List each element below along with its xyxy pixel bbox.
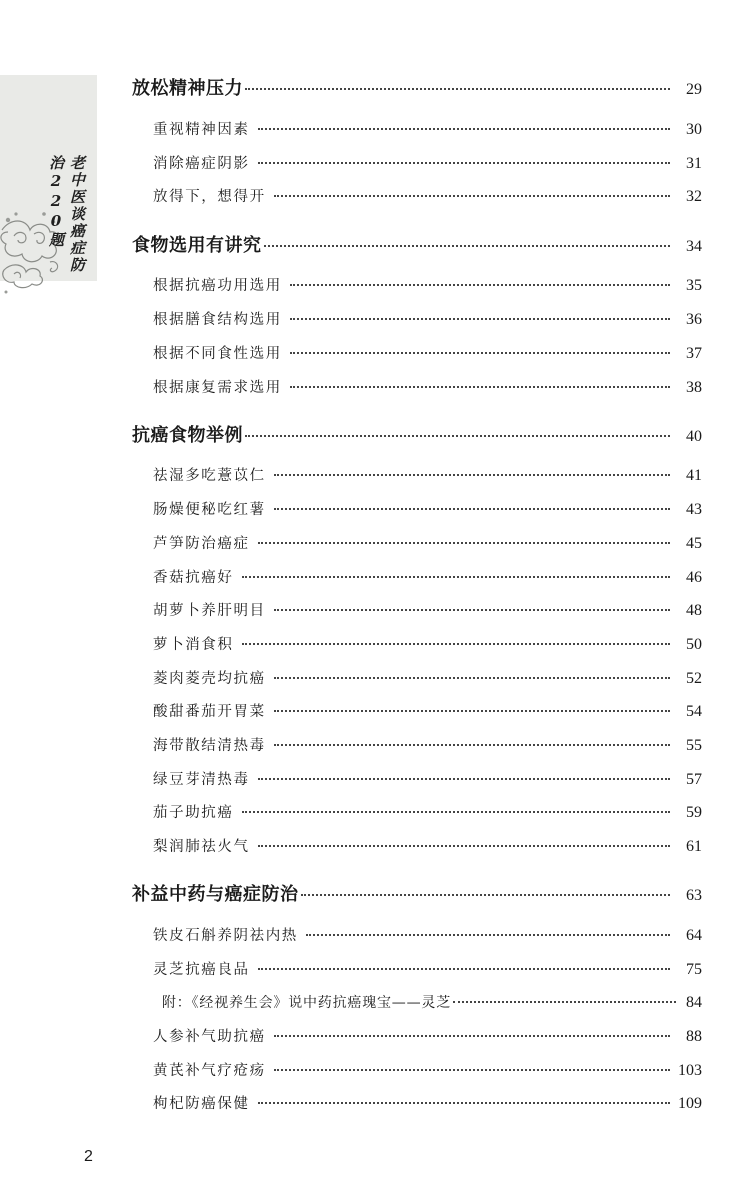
toc-title: 枸杞防癌保健 — [153, 1096, 250, 1112]
dot-leader — [258, 778, 670, 780]
toc-title: 胡萝卜养肝明目 — [153, 603, 266, 619]
dot-leader — [274, 474, 670, 476]
toc-entry[interactable] — [153, 532, 702, 553]
dot-leader — [258, 845, 670, 847]
toc-title: 抗癌食物举例 — [132, 425, 243, 446]
toc-title: 菱肉菱壳均抗癌 — [153, 671, 266, 687]
toc-page-number: 40 — [686, 428, 702, 445]
dot-leader — [274, 195, 670, 197]
toc-page-number: 75 — [686, 961, 702, 978]
toc-page-number: 57 — [686, 771, 702, 788]
toc-entry[interactable] — [153, 376, 702, 397]
toc-page-number: 48 — [686, 602, 702, 619]
toc-entry[interactable] — [153, 667, 702, 688]
toc-page-number: 63 — [686, 887, 702, 904]
toc-page-number: 46 — [686, 569, 702, 586]
toc-page-number: 52 — [686, 670, 702, 687]
toc-title: 根据康复需求选用 — [153, 380, 282, 396]
dot-leader — [453, 1001, 676, 1003]
toc-page-number: 50 — [686, 636, 702, 653]
toc-entry[interactable] — [153, 464, 702, 485]
toc-page-number: 38 — [686, 379, 702, 396]
dot-leader — [274, 710, 670, 712]
toc-page-number: 29 — [686, 81, 702, 98]
toc-title: 人参补气助抗癌 — [153, 1029, 266, 1045]
toc-title: 放得下，想得开 — [153, 189, 266, 205]
dot-leader — [258, 542, 670, 544]
toc-entry[interactable] — [153, 1025, 702, 1046]
dot-leader — [264, 245, 671, 247]
toc-title: 祛湿多吃薏苡仁 — [153, 468, 266, 484]
toc-title: 根据膳食结构选用 — [153, 312, 282, 328]
toc-title: 消除癌症阴影 — [153, 156, 250, 172]
toc-chapter[interactable] — [132, 880, 702, 906]
toc-page-number: 34 — [686, 238, 702, 255]
toc-page-number: 32 — [686, 188, 702, 205]
dot-leader — [290, 352, 670, 354]
toc-entry[interactable] — [153, 342, 702, 363]
toc-entry[interactable] — [162, 992, 702, 1012]
toc-page-number: 59 — [686, 804, 702, 821]
toc-title: 茄子助抗癌 — [153, 805, 234, 821]
toc-entry[interactable] — [153, 801, 702, 822]
toc-entry[interactable] — [153, 152, 702, 173]
toc-title: 根据抗癌功用选用 — [153, 278, 282, 294]
dot-leader — [274, 1035, 670, 1037]
dot-leader — [274, 1069, 670, 1071]
dot-leader — [242, 811, 671, 813]
dot-leader — [306, 934, 670, 936]
dot-leader — [242, 576, 671, 578]
toc-page-number: 36 — [686, 311, 702, 328]
toc-entry[interactable] — [153, 1092, 702, 1113]
toc-page-number: 35 — [686, 277, 702, 294]
toc-chapter[interactable] — [132, 74, 702, 100]
toc-entry[interactable] — [153, 734, 702, 755]
toc-entry[interactable] — [153, 958, 702, 979]
toc-page-number: 31 — [686, 155, 702, 172]
toc-title: 海带散结清热毒 — [153, 738, 266, 754]
toc-entry[interactable] — [153, 700, 702, 721]
toc-title: 香菇抗癌好 — [153, 570, 234, 586]
toc-page-number: 30 — [686, 121, 702, 138]
dot-leader — [245, 435, 670, 437]
toc-title: 灵芝抗癌良品 — [153, 962, 250, 978]
toc-entry[interactable] — [153, 633, 702, 654]
toc-page-number: 64 — [686, 927, 702, 944]
toc-page-number: 43 — [686, 501, 702, 518]
page-number: 2 — [84, 1148, 93, 1165]
toc-title: 黄芪补气疗疮疡 — [153, 1063, 266, 1079]
book-title: 老中医谈癌症防治220题 — [47, 155, 86, 274]
dot-leader — [258, 968, 670, 970]
dot-leader — [290, 386, 670, 388]
toc-chapter[interactable] — [132, 231, 702, 257]
toc-page-number: 103 — [678, 1062, 702, 1079]
toc-entry[interactable] — [153, 599, 702, 620]
toc-entry[interactable] — [153, 768, 702, 789]
dot-leader — [274, 508, 670, 510]
toc-entry[interactable] — [153, 118, 702, 139]
toc-title: 根据不同食性选用 — [153, 346, 282, 362]
toc-title: 铁皮石斛养阴祛内热 — [153, 928, 298, 944]
toc-entry[interactable] — [153, 566, 702, 587]
toc-title: 萝卜消食积 — [153, 637, 234, 653]
toc-page-number: 84 — [686, 994, 702, 1011]
toc-page-number: 45 — [686, 535, 702, 552]
toc-page-number: 61 — [686, 838, 702, 855]
toc-page-number: 109 — [678, 1095, 702, 1112]
toc-title: 梨润肺祛火气 — [153, 839, 250, 855]
toc-title: 附：《经视养生会》说中药抗癌瑰宝——灵芝 — [162, 995, 451, 1011]
toc-page-number: 55 — [686, 737, 702, 754]
dot-leader — [245, 88, 670, 90]
dot-leader — [258, 128, 670, 130]
toc-entry[interactable] — [153, 924, 702, 945]
toc-page-number: 88 — [686, 1028, 702, 1045]
toc-entry[interactable] — [153, 498, 702, 519]
dot-leader — [290, 284, 670, 286]
dot-leader — [242, 643, 671, 645]
toc-title: 补益中药与癌症防治 — [132, 884, 299, 905]
toc-title: 食物选用有讲究 — [132, 235, 262, 256]
side-tab — [0, 75, 97, 281]
toc-entry[interactable] — [153, 835, 702, 856]
dot-leader — [274, 609, 670, 611]
toc-page-number: 54 — [686, 703, 702, 720]
toc-title: 酸甜番茄开胃菜 — [153, 704, 266, 720]
toc-entry[interactable] — [153, 185, 702, 206]
toc-title: 肠燥便秘吃红薯 — [153, 502, 266, 518]
toc-title: 放松精神压力 — [132, 78, 243, 99]
toc-title: 重视精神因素 — [153, 122, 250, 138]
toc-page-number: 37 — [686, 345, 702, 362]
toc-entry[interactable] — [153, 1059, 702, 1080]
dot-leader — [274, 744, 670, 746]
toc-entry[interactable] — [153, 274, 702, 295]
toc-entry[interactable] — [153, 308, 702, 329]
dot-leader — [258, 1102, 670, 1104]
toc-chapter[interactable] — [132, 421, 702, 447]
toc-page-number: 41 — [686, 467, 702, 484]
toc-title: 绿豆芽清热毒 — [153, 772, 250, 788]
dot-leader — [290, 318, 670, 320]
dot-leader — [274, 677, 670, 679]
dot-leader — [301, 894, 671, 896]
dot-leader — [258, 162, 670, 164]
toc-title: 芦笋防治癌症 — [153, 536, 250, 552]
